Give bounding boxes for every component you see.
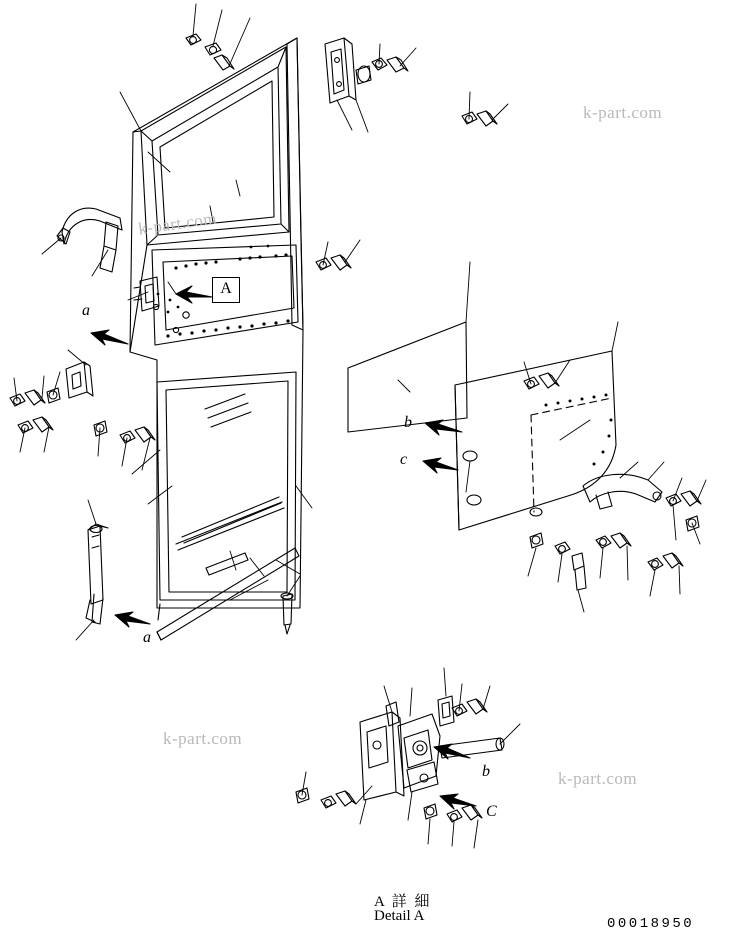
drawing-number: 00018950 [607, 916, 695, 932]
callout-b-detail: b [482, 763, 490, 780]
detail-caption-jp: A 詳 細 [374, 894, 432, 910]
watermark: k-part.com [136, 208, 218, 239]
callout-box-a: A [212, 277, 240, 303]
watermark: k-part.com [163, 729, 243, 748]
watermark: k-part.com [583, 103, 663, 122]
callout-a-upper: a [82, 302, 90, 319]
callout-c-detail: C [486, 803, 497, 820]
callout-c-right: c [400, 451, 408, 468]
callout-a-lower: a [143, 629, 151, 646]
watermark: k-part.com [558, 769, 638, 788]
callout-b-right: b [404, 414, 412, 431]
detail-caption-en: Detail A [374, 908, 425, 924]
